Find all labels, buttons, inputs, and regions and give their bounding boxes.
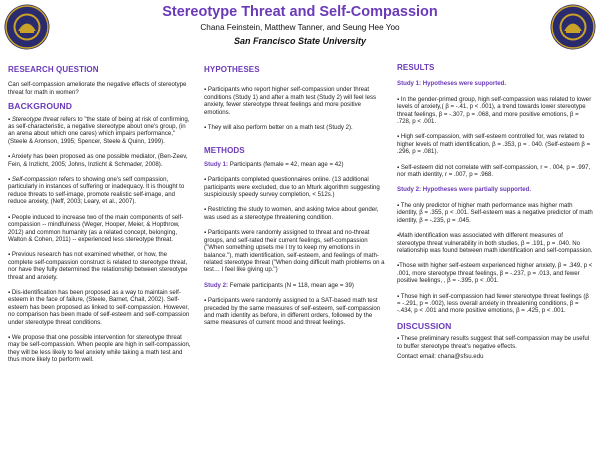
background-point-2: ▪ Anxiety has been proposed as one possible mediator, (Ben-Zeev, Fein, & Inzlicht, 2005; Johns, Inzlicht & Schmader, 2008). xyxy=(8,153,188,168)
poster-title: Stereotype Threat and Self-Compassion xyxy=(162,4,438,20)
poster-authors: Chana Feinstein, Matthew Tanner, and Seung Hee Yoo xyxy=(200,23,400,32)
background-point-6: ▪ Dis-identification has been proposed as a way to maintain self-esteem in the face of failure, (Steele, Barnet, Chait, 2002). Self-esteem has been proposed as linked to self-compassion. However, no comparison has been made of self-esteem and self-compassion under stereotype threat conditions. xyxy=(8,288,190,326)
discussion-heading: DISCUSSION xyxy=(397,320,452,331)
study1-participants: Study 1: Participants (female = 42, mean age = 42) xyxy=(204,160,344,168)
result-point-3: ▪ Self-esteem did not correlate with self-compassion, r = . 004, p = .997, nor math identity, r = .007, p = .968. xyxy=(397,163,591,179)
method-point-2: ▪ Restricting the study to women, and asking twice about gender, was used as a stereotype threatening condition. xyxy=(204,206,379,221)
method-point-4: ▪ Participants were randomly assigned to a SAT-based math test preceded by the same measures of self-esteem, self-compassion and math identity as before, in different orders, followed by the same measures of current mood and threat feelings. xyxy=(204,297,381,327)
background-point-5: ▪ Previous research has not examined whether, or how, the complete self-compassion construct is related to stereotype threat, nor have they fully determined the relationship between stereotype threat and anxiety. xyxy=(8,251,188,281)
discussion-point-1: ▪ These preliminary results suggest that self-compassion may be useful to buffer stereotype threat's negative effects. xyxy=(397,335,590,350)
background-point-4: ▪ People induced to increase two of the main components of self-compassion -- mindfulness (Weger, Hooper, Meier, & Hopthrow, 2012) and common humanity (as a related concept, belonging, Walton & Cohen, 2011) -- experienced less stereotype threat. xyxy=(8,213,184,243)
poster-institution: San Francisco State University xyxy=(233,36,367,46)
background-point-1: ▪ Stereotype threat refers to "the state of being at risk of confirming, as self-characteristic, a negative stereotype about one's group, (in an arena about which one cares) which impairs performance," (Steele & Aronson, 1995; Spencer, Steele & Quinn, 1999). xyxy=(8,115,190,145)
result-point-6: ▪Those with higher self-esteem experienced higher anxiety, β = .349, p < .001, more stereotype threat feelings, β = -.237, p = .013, and fewer positive feelings, , β = -.395, p < .001. xyxy=(397,262,593,285)
column-middle xyxy=(204,66,387,327)
research-question-text: Can self-compassion ameliorate the negative effects of stereotype threat for math in women? xyxy=(8,81,187,96)
column-left xyxy=(8,66,193,364)
method-point-3: ▪ Participants were randomly assigned to threat and no-threat groups, and self-rated their current feelings, self-compassion ("When something upsets me I try to keep my emotions in balance."), math identification, self-esteem, and feelings of math-related stereotype threat ("When doing difficult math problems on a test… I feel like giving up.") xyxy=(204,229,385,274)
method-point-1: ▪ Participants completed questionnaires online. (13 additional participants were excluded, due to an Mturk algorithm suggesting suspiciously speedy survey completion, < 512s.) xyxy=(204,176,380,199)
result-point-4: ▪ The only predictor of higher math performance was higher math identity, β = .355, p < .001. Self-esteem was a negative predictor of math identity, β = -.235, p = .045. xyxy=(397,201,593,224)
research-question-heading: RESEARCH QUESTION xyxy=(8,65,99,74)
contact-email: Contact email: chana@sfsu.edu xyxy=(397,352,484,360)
study2-result: Study 2: Hypotheses were partially supported. xyxy=(397,186,532,194)
term-stereotype-threat: Stereotype threat xyxy=(11,115,59,123)
hypothesis-2: ▪ They will also perform better on a math test (Study 2). xyxy=(204,124,353,132)
term-self-compassion: Self-compassion xyxy=(11,176,57,184)
methods-heading: METHODS xyxy=(204,146,245,156)
results-heading: RESULTS xyxy=(397,63,435,72)
hypothesis-1: ▪ Participants who report higher self-compassion under threat conditions (Study 1) and after a math test (Study 2) will feel less anxiety, fewer stereotype threat feelings and more positive emotions. xyxy=(204,86,377,116)
result-point-7: ▪ Those high in self-compassion had fewer stereotype threat feelings (β = -.291, p = .002), less overall anxiety in threatening conditions, β = -.434, p < .001 and more positive emotions, β = .425, p < .001. xyxy=(397,292,589,315)
background-heading: BACKGROUND xyxy=(8,101,73,112)
background-point-7: ▪ We propose that one possible intervention for stereotype threat may be self-compassion. When people are high in self-compassion, they will be less likely to feel anxiety while taking a math test and thus more likely to perform well. xyxy=(8,333,191,364)
hypotheses-heading: HYPOTHESES xyxy=(204,65,260,74)
study2-participants: Study 2: Female participants (N = 118, mean age = 39) xyxy=(204,281,354,289)
study1-result: Study 1: Hypotheses were supported. xyxy=(397,80,507,88)
result-point-5: ▪Math identification was associated with different measures of stereotype threat vulnerability in both studies, β = .191, p = .040. No relationship was found between math identification and self-compassion. xyxy=(397,232,593,254)
background-point-3: ▪ Self-compassion refers to showing one's self compassion, particularly in instances of suffering or inadequacy. It is thought to reduce threats to self-image, promote realistic self-image, and reduce anxiety, (Neff, 2003; Leary, et al., 2007). xyxy=(8,176,185,206)
result-point-1: ▪ In the gender-primed group, high self-compassion was related to lower levels of anxiety,( β = -.41, p < .001), a trend towards lower stereotype threat feelings, β = -.307, p = .068, and more positive emotions, β = .728, p < .001. xyxy=(397,95,592,126)
result-point-2: ▪ High self-compassion, with self-esteem controlled for, was related to higher levels of math identification, β = .353, p = . 040. (Self-esteem β = .296, p = .081). xyxy=(397,133,591,156)
column-right xyxy=(397,64,593,360)
poster-header xyxy=(0,0,600,58)
